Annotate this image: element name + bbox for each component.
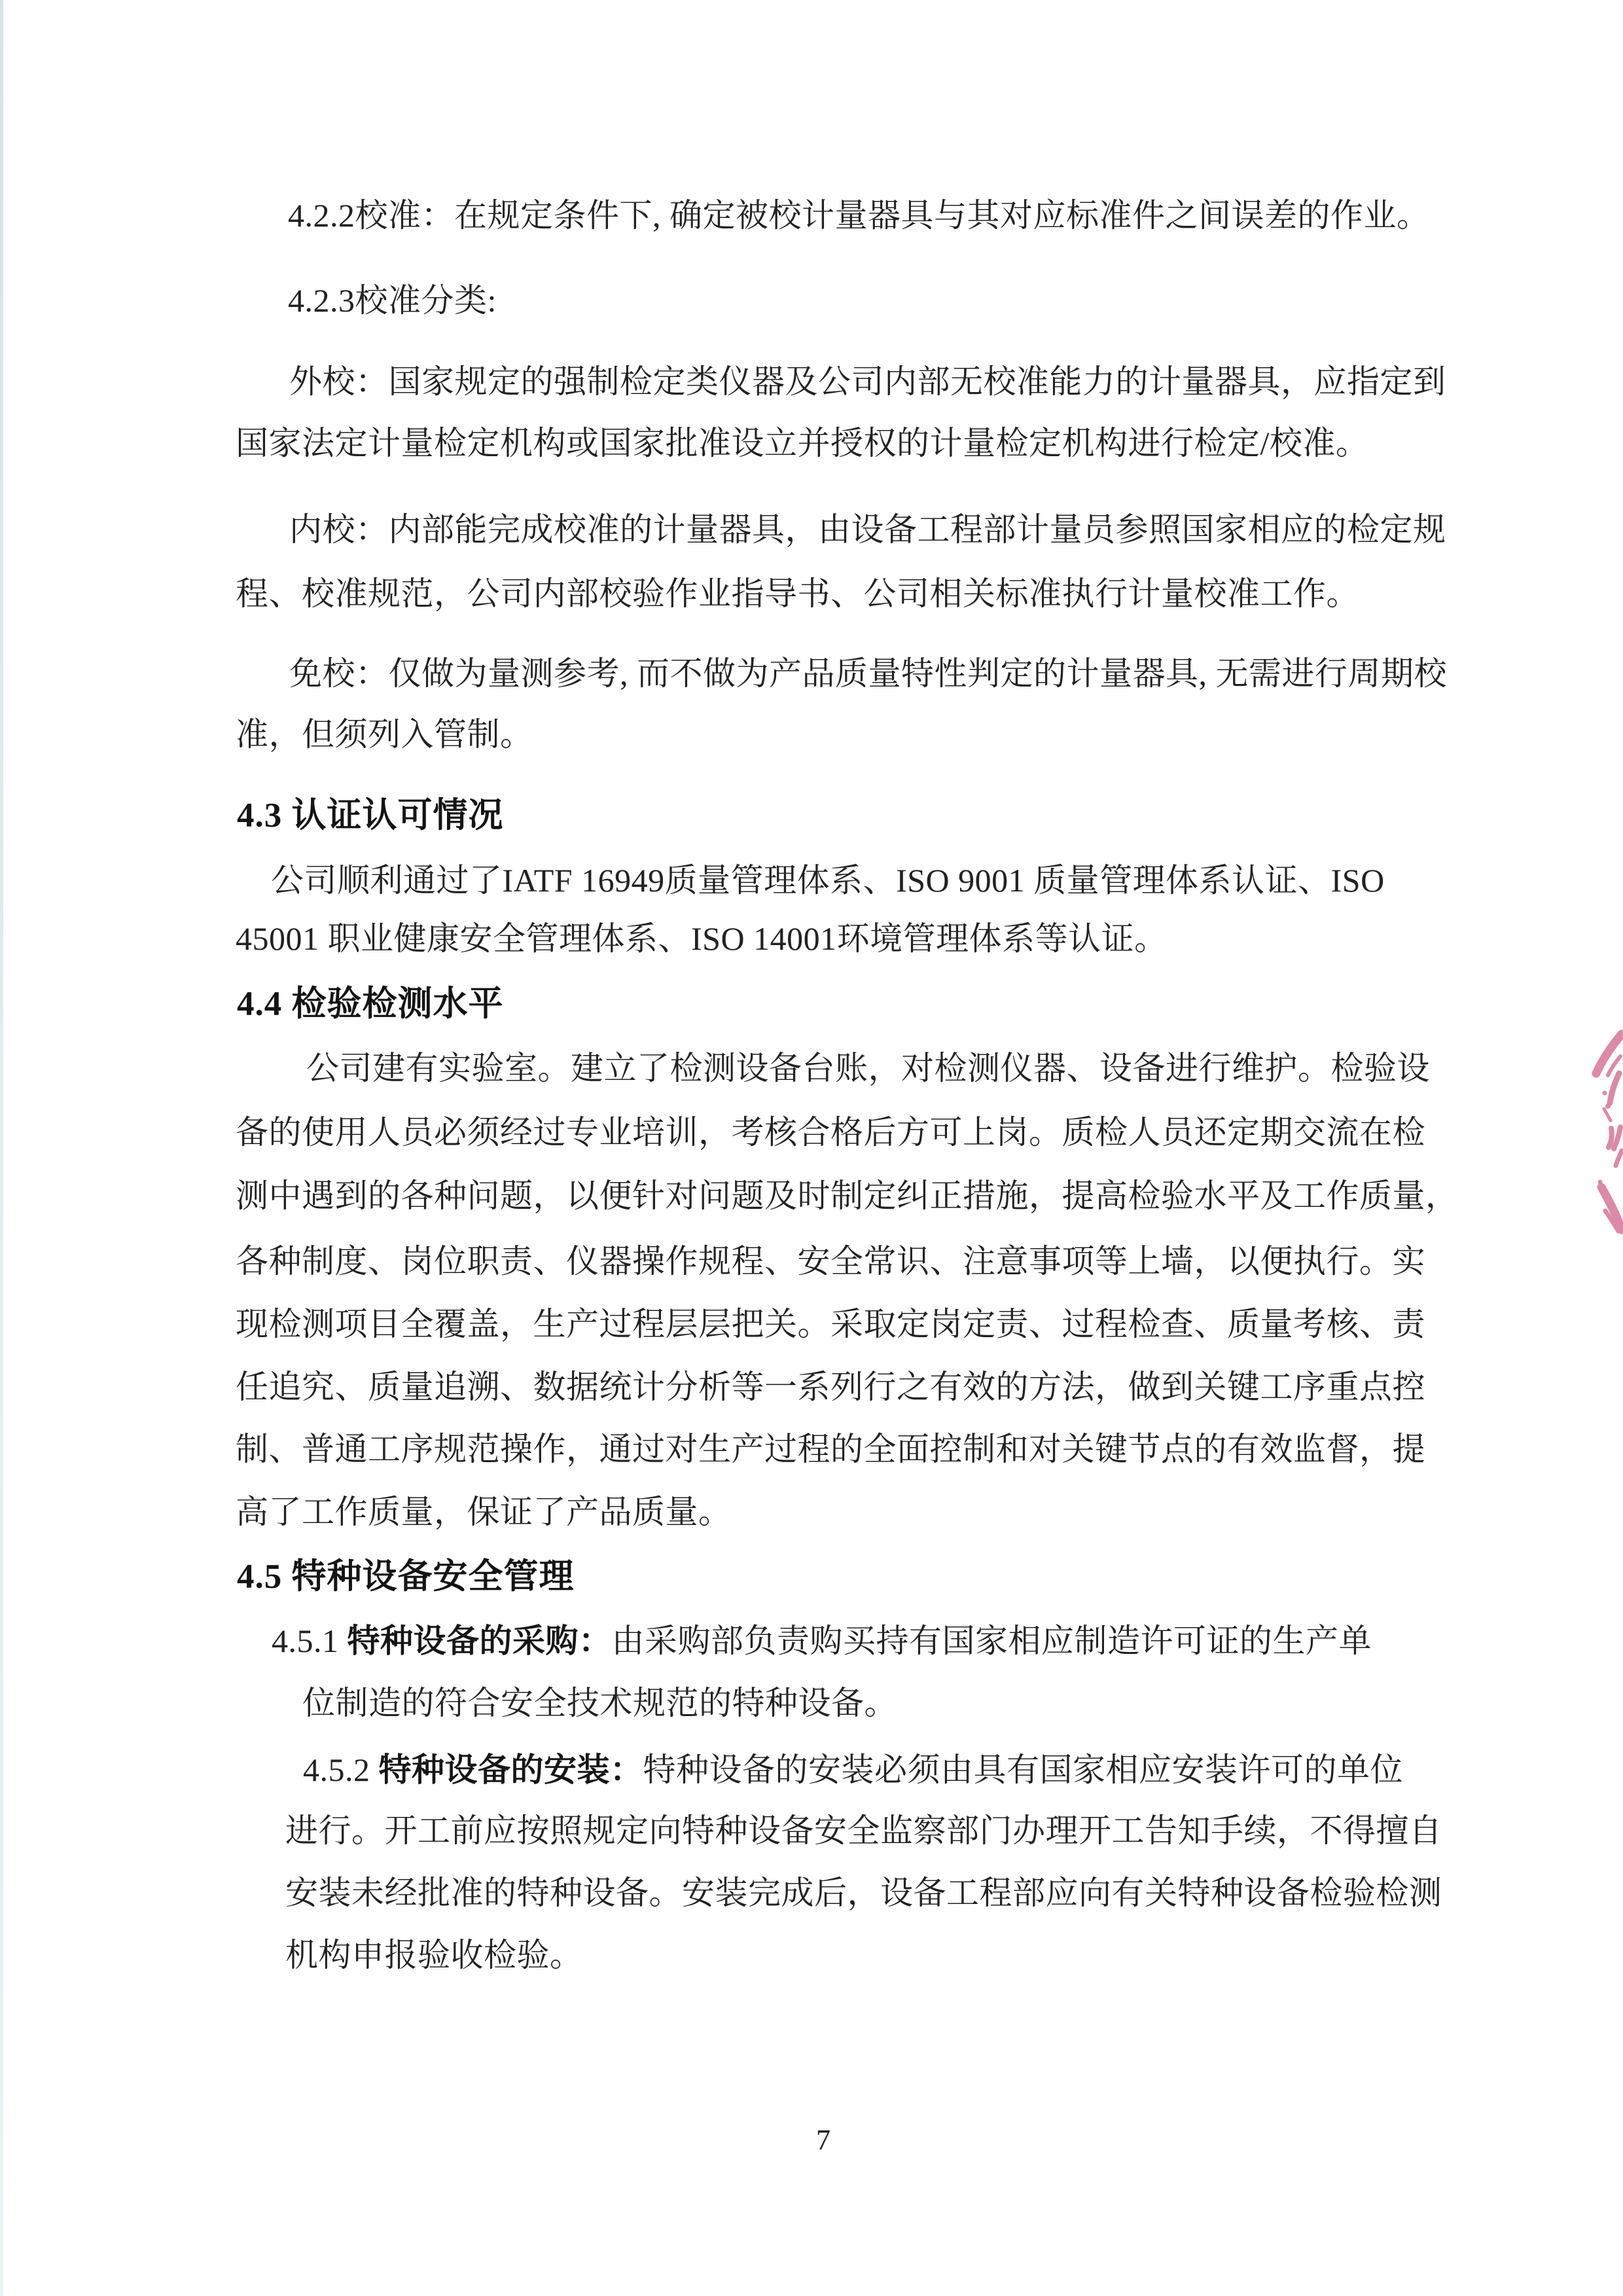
clause-4-5-1-line-2: 位制造的符合安全技术规范的特种设备。 (302, 1685, 897, 1721)
para-waixiao-line-2: 国家法定计量检定机构或国家批准设立并授权的计量检定机构进行检定/校准。 (236, 425, 1369, 461)
para-inspection-line-6: 任追究、质量追溯、数据统计分析等一系列行之有效的方法，做到关键工序重点控 (236, 1369, 1425, 1405)
clause-4-5-1-line-1 (272, 1623, 1372, 1659)
para-inspection-line-8: 高了工作质量，保证了产品质量。 (236, 1494, 732, 1530)
para-mianxiao-line-1: 免校：仅做为量测参考, 而不做为产品质量特性判定的计量器具, 无需进行周期校 (289, 655, 1447, 692)
clause-4-5-2-line-4: 机构申报验收检验。 (285, 1937, 583, 1973)
section-heading-4-3: 4.3 认证认可情况 (237, 797, 504, 834)
clause-number: 4.5.1 (272, 1623, 348, 1659)
clause-4-2-2-line: 4.2.2校准：在规定条件下, 确定被校计量器具与其对应标准件之间误差的作业。 (288, 197, 1430, 234)
clause-4-5-2-line-1 (303, 1752, 1403, 1788)
para-inspection-line-1: 公司建有实验室。建立了检测设备台账，对检测仪器、设备进行维护。检验设 (306, 1050, 1430, 1086)
para-certification-line-1: 公司顺利通过了IATF 16949质量管理体系、ISO 9001 质量管理体系认证、ISO (271, 862, 1385, 899)
para-neixiao-line-1: 内校：内部能完成校准的计量器具，由设备工程部计量员参照国家相应的检定规 (289, 511, 1446, 548)
red-seal-fragment (1581, 1029, 1623, 1251)
clause-4-5-2-line-3: 安装未经批准的特种设备。安装完成后，设备工程部应向有关特种设备检验检测 (285, 1874, 1442, 1911)
para-neixiao-line-2: 程、校准规范，公司内部校验作业指导书、公司相关标准执行计量校准工作。 (236, 575, 1359, 612)
clause-number: 4.5.2 (303, 1751, 379, 1788)
section-heading-4-5: 4.5 特种设备安全管理 (237, 1558, 575, 1596)
clause-label: 特种设备的采购： (347, 1623, 612, 1659)
para-inspection-line-2: 备的使用人员必须经过专业培训，考核合格后方可上岗。质检人员还定期交流在检 (236, 1114, 1425, 1151)
para-inspection-line-4: 各种制度、岗位职责、仪器操作规程、安全常识、注意事项等上墙，以便执行。实 (236, 1243, 1425, 1280)
para-mianxiao-line-2: 准，但须列入管制。 (236, 716, 533, 753)
clause-4-2-3-line: 4.2.3校准分类: (288, 282, 497, 319)
clause-text: 特种设备的安装必须由具有国家相应安装许可的单位 (643, 1751, 1403, 1788)
page-number: 7 (816, 2124, 830, 2156)
scan-edge-artifact (0, 0, 3, 2296)
section-heading-4-4: 4.4 检验检测水平 (237, 985, 504, 1023)
para-inspection-line-5: 现检测项目全覆盖，生产过程层层把关。采取定岗定责、过程检查、质量考核、责 (236, 1306, 1425, 1342)
para-certification-line-2: 45001 职业健康安全管理体系、ISO 14001环境管理体系等认证。 (236, 920, 1168, 957)
clause-4-5-2-line-2: 进行。开工前应按照规定向特种设备安全监察部门办理开工告知手续，不得擅自 (285, 1812, 1442, 1849)
para-inspection-line-7: 制、普通工序规范操作，通过对生产过程的全面控制和对关键节点的有效监督，提 (236, 1431, 1425, 1467)
para-waixiao-line-1: 外校：国家规定的强制检定类仪器及公司内部无校准能力的计量器具，应指定到 (289, 363, 1446, 400)
clause-text: 由采购部负责购买持有国家相应制造许可证的生产单 (611, 1623, 1372, 1659)
para-inspection-line-3: 测中遇到的各种问题，以便针对问题及时制定纠正措施，提高检验水平及工作质量， (236, 1177, 1459, 1214)
clause-label: 特种设备的安装： (378, 1751, 643, 1788)
